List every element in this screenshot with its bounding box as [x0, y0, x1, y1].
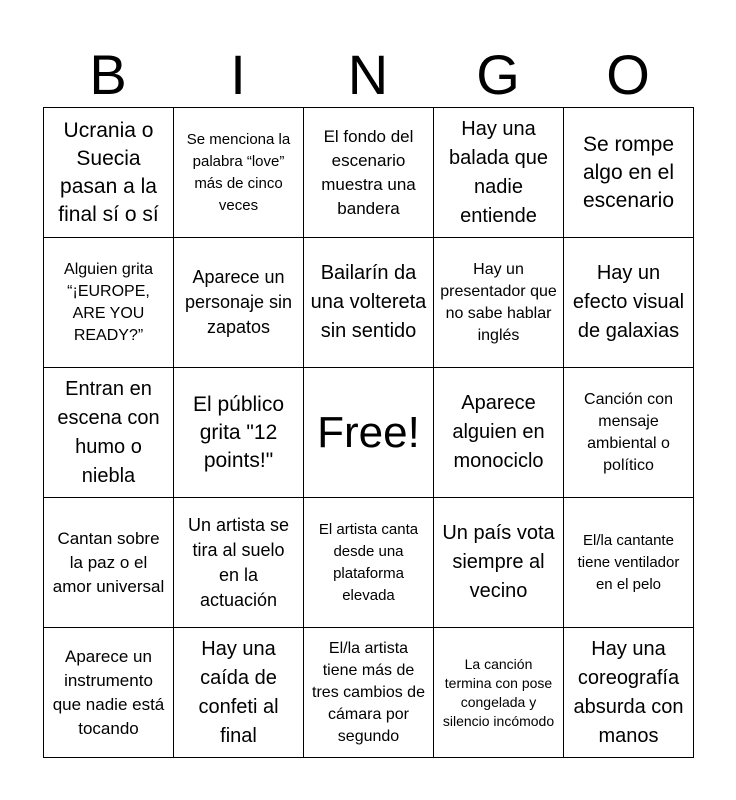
- header-letter-g: G: [476, 43, 520, 106]
- cell-text: Hay una balada que nadie entiende: [449, 117, 548, 227]
- cell-text: El artista canta desde una plataforma elevada: [318, 520, 419, 604]
- cell-text: Un país vota siempre al vecino: [442, 522, 555, 602]
- bingo-cell[interactable]: [44, 238, 174, 368]
- cell-text: Ucrania o Suecia pasan a la final sí o sí: [58, 118, 159, 226]
- bingo-header: [43, 44, 693, 106]
- bingo-cell[interactable]: [564, 238, 694, 368]
- cell-text: La canción termina con pose congelada y silencio incómodo: [442, 655, 555, 729]
- bingo-cell[interactable]: [304, 498, 434, 628]
- cell-text: El/la cantante tiene ventilador en el pelo: [577, 531, 680, 593]
- bingo-cell[interactable]: [304, 628, 434, 758]
- header-letter-o: O: [606, 43, 650, 106]
- bingo-cell[interactable]: [174, 368, 304, 498]
- cell-text: Hay una coreografía absurda con manos: [573, 637, 684, 747]
- cell-text: Aparece un instrumento que nadie está tocando: [52, 646, 165, 738]
- cell-text: El fondo del escenario muestra una bandera: [321, 126, 416, 218]
- bingo-cell[interactable]: [174, 238, 304, 368]
- header-letter-b: B: [89, 43, 127, 106]
- bingo-cell[interactable]: [174, 498, 304, 628]
- bingo-cell[interactable]: [564, 628, 694, 758]
- bingo-card-grid: [43, 107, 694, 758]
- bingo-cell[interactable]: [44, 498, 174, 628]
- header-letter-n: N: [347, 43, 389, 106]
- cell-text: El/la artista tiene más de tres cambios de cámara por segundo: [312, 639, 425, 745]
- cell-text: Entran en escena con humo o niebla: [57, 377, 160, 487]
- cell-text: Alguien grita “¡EUROPE, ARE YOU READY?”: [64, 260, 153, 344]
- bingo-cell[interactable]: [434, 628, 564, 758]
- cell-text: Se rompe algo en el escenario: [582, 132, 675, 212]
- bingo-cell[interactable]: [44, 368, 174, 498]
- cell-text: El público grita "12 points!": [192, 392, 285, 472]
- bingo-cell[interactable]: [44, 108, 174, 238]
- free-space-text: Free!: [317, 407, 420, 457]
- bingo-cell[interactable]: [564, 498, 694, 628]
- cell-text: Hay un presentador que no sabe hablar inglés: [440, 260, 557, 344]
- cell-text: Aparece alguien en monociclo: [452, 392, 545, 472]
- free-space-cell[interactable]: [304, 368, 434, 498]
- cell-text: Un artista se tira al suelo en la actuación: [187, 514, 290, 610]
- cell-text: Aparece un personaje sin zapatos: [184, 267, 293, 337]
- bingo-cell[interactable]: [434, 498, 564, 628]
- cell-text: Se menciona la palabra “love” más de cinco veces: [186, 130, 291, 214]
- bingo-cell[interactable]: [434, 108, 564, 238]
- bingo-cell[interactable]: [434, 238, 564, 368]
- bingo-cell[interactable]: [304, 238, 434, 368]
- header-letter-i: I: [230, 43, 246, 106]
- bingo-cell[interactable]: [174, 108, 304, 238]
- bingo-cell[interactable]: [44, 628, 174, 758]
- cell-text: Cantan sobre la paz o el amor universal: [52, 528, 165, 596]
- cell-text: Hay una caída de confeti al final: [198, 637, 279, 747]
- cell-text: Canción con mensaje ambiental o político: [584, 390, 673, 474]
- bingo-cell[interactable]: [564, 368, 694, 498]
- bingo-cell[interactable]: [434, 368, 564, 498]
- cell-text: Bailarín da una voltereta sin sentido: [310, 262, 427, 342]
- bingo-cell[interactable]: [564, 108, 694, 238]
- bingo-cell[interactable]: [304, 108, 434, 238]
- bingo-cell[interactable]: [174, 628, 304, 758]
- cell-text: Hay un efecto visual de galaxias: [572, 262, 685, 342]
